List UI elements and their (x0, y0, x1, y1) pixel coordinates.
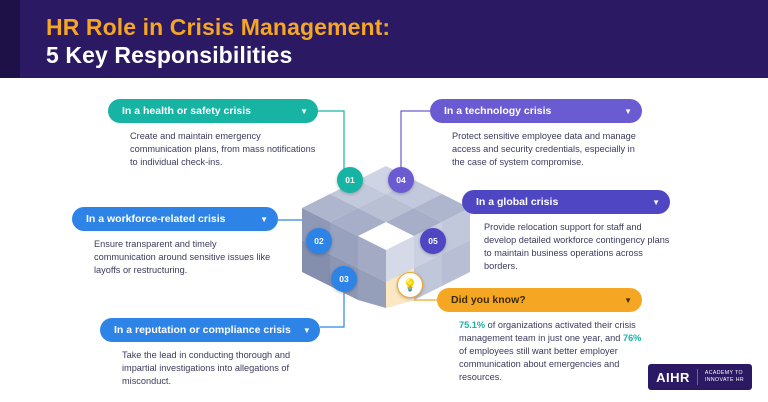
callout-global[interactable] (462, 190, 670, 273)
callout-global-title: In a global crisis (476, 196, 559, 208)
did-you-know-body (459, 319, 642, 384)
callout-health-safety-header[interactable] (108, 99, 318, 123)
cube-badge-05[interactable]: 05 (420, 228, 446, 254)
logo-wordmark: AIHR (656, 369, 690, 385)
callout-reputation-compliance-title: In a reputation or compliance crisis (114, 324, 291, 336)
logo-tagline-line2: INNOVATE HR (704, 377, 744, 383)
callout-workforce-related[interactable] (72, 207, 278, 277)
page-title-line2: 5 Key Responsibilities (46, 42, 293, 68)
header-accent-stripe (0, 0, 20, 78)
chevron-down-icon[interactable]: ▼ (302, 325, 311, 335)
did-you-know-card[interactable] (437, 288, 642, 384)
did-you-know-stat2: 76% (622, 333, 642, 343)
callout-health-safety-body: Create and maintain emergency communication plans, from mass notifications to individual check-ins. (130, 131, 316, 167)
callout-global-body: Provide relocation support for staff and develop detailed workforce contingency plans to maintain business operations across borders. (484, 222, 670, 271)
cube-badge-04[interactable]: 04 (388, 167, 414, 193)
callout-reputation-compliance-header[interactable] (100, 318, 320, 342)
did-you-know-stat1: 75.1% (459, 320, 486, 330)
did-you-know-text1: of organizations activated their crisis management team in just one year, and (459, 320, 636, 343)
chevron-down-icon[interactable]: ▼ (300, 106, 308, 116)
callout-technology-body: Protect sensitive employee data and manage access and security credentials, especially in the case of system compromise. (452, 131, 636, 167)
callout-technology-title: In a technology crisis (444, 105, 552, 117)
cube-badge-03[interactable]: 03 (331, 266, 357, 292)
logo-tagline (705, 370, 744, 384)
chevron-down-icon[interactable]: ▼ (624, 106, 632, 116)
did-you-know-header[interactable] (437, 288, 642, 312)
callout-technology-header[interactable] (430, 99, 642, 123)
aihr-logo (648, 364, 752, 390)
callout-health-safety-title: In a health or safety crisis (122, 105, 251, 117)
cube-badge-01[interactable]: 01 (337, 167, 363, 193)
did-you-know-text2: of employees still want better employer communication about emergencies and resources. (459, 346, 620, 382)
callout-workforce-related-title: In a workforce-related crisis (86, 213, 226, 225)
logo-divider (697, 369, 698, 385)
callout-health-safety[interactable] (108, 99, 318, 169)
chevron-down-icon[interactable]: ▼ (624, 295, 632, 305)
cube-badge-02[interactable]: 02 (306, 228, 332, 254)
chevron-down-icon[interactable]: ▼ (260, 214, 268, 224)
callout-workforce-related-body: Ensure transparent and timely communication around sensitive issues like layoffs or restructuring. (94, 239, 271, 275)
callout-workforce-related-header[interactable] (72, 207, 278, 231)
callout-reputation-compliance[interactable] (100, 318, 320, 388)
logo-tagline-line1: ACADEMY TO (704, 370, 743, 376)
page-title-line1: HR Role in Crisis Management: (46, 14, 391, 40)
lightbulb-icon: 💡 (397, 272, 423, 298)
chevron-down-icon[interactable]: ▼ (652, 197, 660, 207)
header-banner (0, 0, 768, 78)
callout-reputation-compliance-body: Take the lead in conducting thorough and impartial investigations into allegations of misconduct. (122, 350, 291, 386)
callout-global-header[interactable] (462, 190, 670, 214)
callout-technology[interactable] (430, 99, 642, 169)
did-you-know-title: Did you know? (451, 294, 526, 306)
